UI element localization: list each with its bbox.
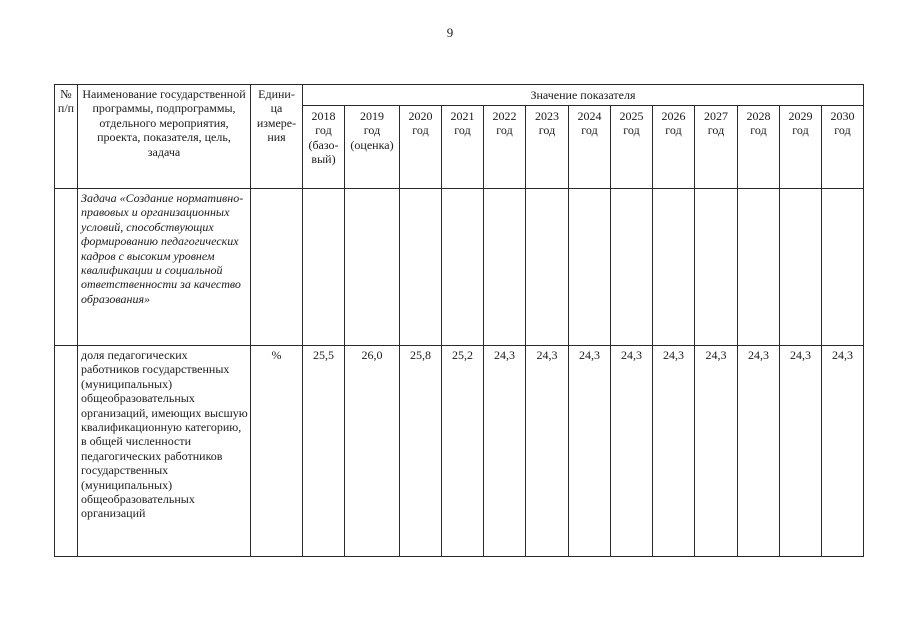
year-label: 2029 [788,109,813,123]
year-cell [526,106,569,189]
indicator-row [55,346,864,557]
indicator-value-cell [526,346,569,557]
header-value-label: Значение показателя [530,87,636,102]
year-label: 2021 [450,109,475,123]
task-name-cell [78,189,251,346]
year-cell [569,106,611,189]
task-value-cell [569,189,611,346]
year-sublabel: год (оценка) [350,123,394,152]
header-unit-label: Едини-ца измере-ния [256,87,297,145]
indicator-text: доля педагогических работников государственных (муниципальных) общеобразовательных организаций, имеющих высшую квалификационную категорию, в общей численности педагогических работников государственных (муниципальных) общеобразовательных организаций [81,348,248,521]
task-value-cell [442,189,484,346]
year-cell [738,106,780,189]
year-label: 2025 [619,109,644,123]
indicator-value: 24,3 [494,348,515,362]
task-value-cell [303,189,345,346]
year-cell [442,106,484,189]
task-value-cell [695,189,738,346]
year-cell [400,106,442,189]
header-name-label: Наименование государственной программы, подпрограммы, отдельного мероприятия, проекта, показателя, цель, задача [82,87,246,159]
task-value-cell [400,189,442,346]
indicator-value: 24,3 [536,348,558,362]
indicator-value: 24,3 [579,348,600,362]
indicator-value-cell [780,346,822,557]
year-sublabel: год [581,123,598,138]
task-value-cell [526,189,569,346]
indicator-value-cell [400,346,442,557]
indicator-value: 24,3 [832,348,853,362]
task-text: Задача «Создание нормативно-правовых и организационных условий, способствующих формированию педагогических кадров с высоким уровнем квалификации и социальной ответственности за качество образования» [81,191,244,306]
year-cell [695,106,738,189]
year-label: 2030 [830,109,855,123]
header-name-cell [78,85,251,189]
task-value-cell [484,189,526,346]
task-number-cell [55,189,78,346]
indicator-value: 25,2 [452,348,473,362]
year-cell [303,106,345,189]
indicator-value: 25,8 [410,348,431,362]
indicator-value-cell [303,346,345,557]
header-value-cell [303,85,864,106]
indicator-value-cell [738,346,780,557]
year-sublabel: год (базо-вый) [308,123,339,167]
indicator-value: 24,3 [790,348,811,362]
year-cell [345,106,400,189]
year-label: 2018 [311,109,336,123]
indicator-value: 24,3 [748,348,769,362]
indicator-value: 26,0 [361,348,383,362]
indicator-number-cell [55,346,78,557]
indicator-unit-cell [251,346,303,557]
indicator-value-cell [442,346,484,557]
indicator-value: 24,3 [621,348,642,362]
year-label: 2024 [577,109,602,123]
indicator-value-cell [695,346,738,557]
header-unit-cell [251,85,303,189]
year-label: 2028 [746,109,771,123]
indicator-value-cell [569,346,611,557]
year-label: 2027 [704,109,728,123]
task-value-cell [822,189,864,346]
year-cell [611,106,653,189]
task-value-cell [611,189,653,346]
task-row [55,189,864,346]
year-cell [653,106,695,189]
task-value-cell [738,189,780,346]
task-value-cell [780,189,822,346]
indicator-name-cell [78,346,251,557]
year-cell [484,106,526,189]
year-cell [780,106,822,189]
year-sublabel: год [623,123,640,138]
indicator-value-cell [611,346,653,557]
year-label: 2026 [661,109,686,123]
year-label: 2019 [360,109,384,123]
year-sublabel: год [792,123,809,138]
year-sublabel: год [834,123,851,138]
indicator-value: 24,3 [705,348,727,362]
indicator-unit: % [271,348,282,362]
task-value-cell [653,189,695,346]
indicator-table [54,84,864,557]
year-sublabel: год [707,123,725,138]
indicator-value-cell [653,346,695,557]
year-sublabel: год [750,123,767,138]
indicator-value: 25,5 [313,348,334,362]
year-sublabel: год [412,123,429,138]
indicator-value: 24,3 [663,348,684,362]
year-sublabel: год [454,123,471,138]
year-sublabel: год [665,123,682,138]
page-number: 9 [446,25,454,40]
year-label: 2023 [535,109,559,123]
year-cell [822,106,864,189]
indicator-value-cell [822,346,864,557]
task-unit-cell [251,189,303,346]
year-label: 2022 [492,109,517,123]
task-value-cell [345,189,400,346]
header-number-label: № п/п [57,87,75,116]
header-number-cell [55,85,78,189]
year-sublabel: год [538,123,556,138]
indicator-value-cell [484,346,526,557]
year-sublabel: год [496,123,513,138]
indicator-value-cell [345,346,400,557]
year-label: 2020 [408,109,433,123]
header-row-top [55,85,864,106]
